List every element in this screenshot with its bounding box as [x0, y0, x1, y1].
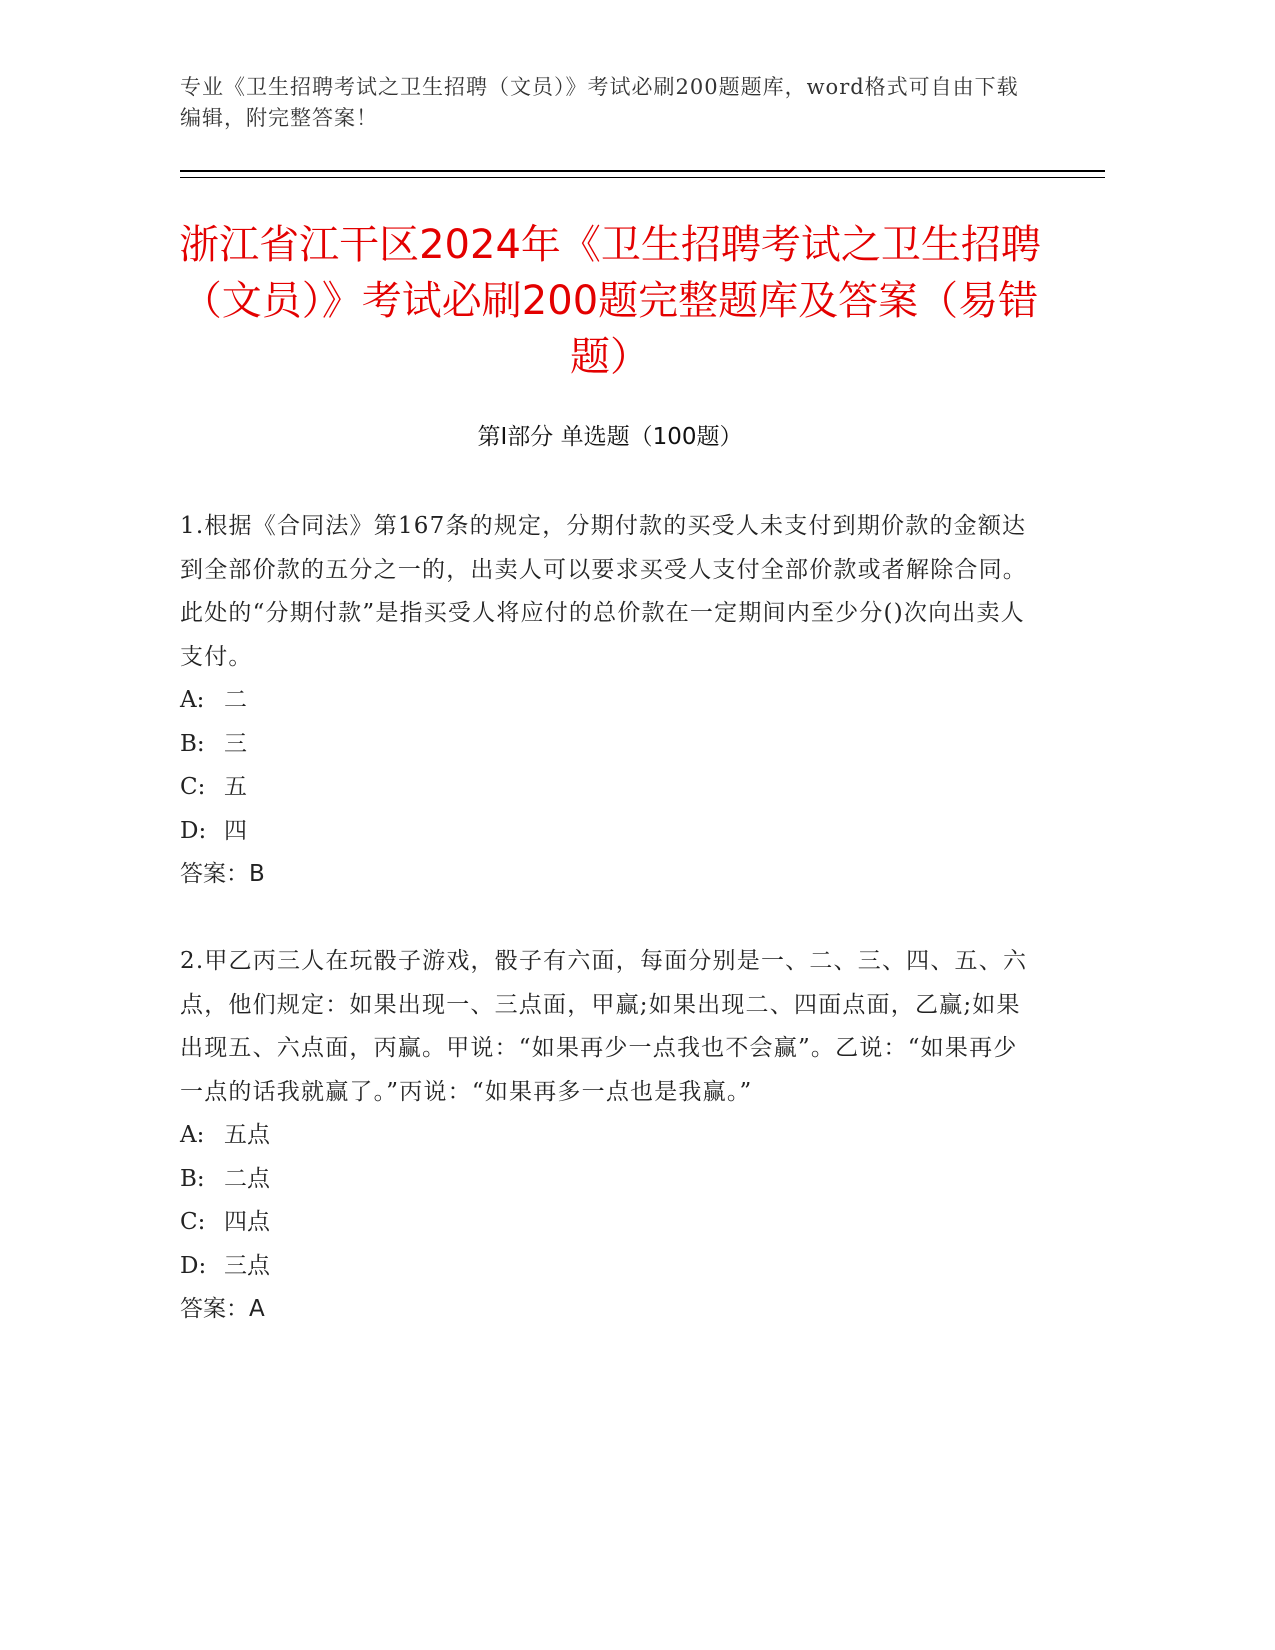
option-text: 四点	[224, 1209, 270, 1235]
document-title: 浙江省江干区2024年《卫生招聘考试之卫生招聘（文员）》考试必刷200题完整题库及答案（易错题）	[179, 222, 1041, 380]
option-text: 五点	[224, 1122, 270, 1148]
answer: 答案：B	[180, 861, 265, 887]
header-note: 专业《卫生招聘考试之卫生招聘（文员）》考试必刷200题题库，word格式可自由下载编辑，附完整答案！	[180, 75, 1019, 130]
option-d	[180, 1245, 1040, 1289]
answer: 答案：A	[180, 1296, 265, 1322]
option-text: 五	[224, 774, 247, 800]
option-a	[180, 1114, 1040, 1158]
option-key: D:	[180, 817, 207, 844]
option-text: 三点	[224, 1252, 270, 1279]
option-key: C:	[180, 774, 206, 800]
question-1	[180, 505, 1040, 897]
option-c	[180, 766, 1040, 810]
option-key: D:	[180, 1252, 207, 1279]
question-stem: 1.根据《合同法》第167条的规定，分期付款的买受人未支付到期价款的金额达到全部价款的五分之一的，出卖人可以要求买受人支付全部价款或者解除合同。此处的“分期付款”是指买受人将应付的总价款在一定期间内至少分()次向出卖人支付。	[180, 513, 1027, 670]
option-d	[180, 810, 1040, 854]
header-rule-thin	[180, 177, 1105, 178]
option-a	[180, 679, 1040, 723]
question-stem: 2.甲乙丙三人在玩骰子游戏，骰子有六面，每面分别是一、二、三、四、五、六点，他们规定：如果出现一、三点面，甲赢;如果出现二、四面点面，乙赢;如果出现五、六点面，丙赢。甲说：“如果再少一点我也不会赢”。乙说：“如果再少一点的话我就赢了。”丙说：“如果再多一点也是我赢。”	[180, 948, 1028, 1105]
option-b	[180, 1158, 1040, 1202]
option-text: 三	[224, 730, 247, 757]
section-heading: 第I部分 单选题（100题）	[477, 424, 743, 450]
header-rule-thick	[180, 170, 1105, 172]
option-text: 四	[224, 817, 247, 844]
option-key: A:	[180, 687, 205, 713]
option-key: C:	[180, 1209, 206, 1235]
option-c	[180, 1201, 1040, 1245]
option-key: A:	[180, 1122, 205, 1148]
question-2	[180, 940, 1040, 1332]
option-text: 二	[224, 687, 247, 713]
option-key: B:	[180, 1165, 205, 1192]
option-b	[180, 723, 1040, 767]
option-text: 二点	[224, 1165, 270, 1192]
option-key: B:	[180, 730, 205, 757]
